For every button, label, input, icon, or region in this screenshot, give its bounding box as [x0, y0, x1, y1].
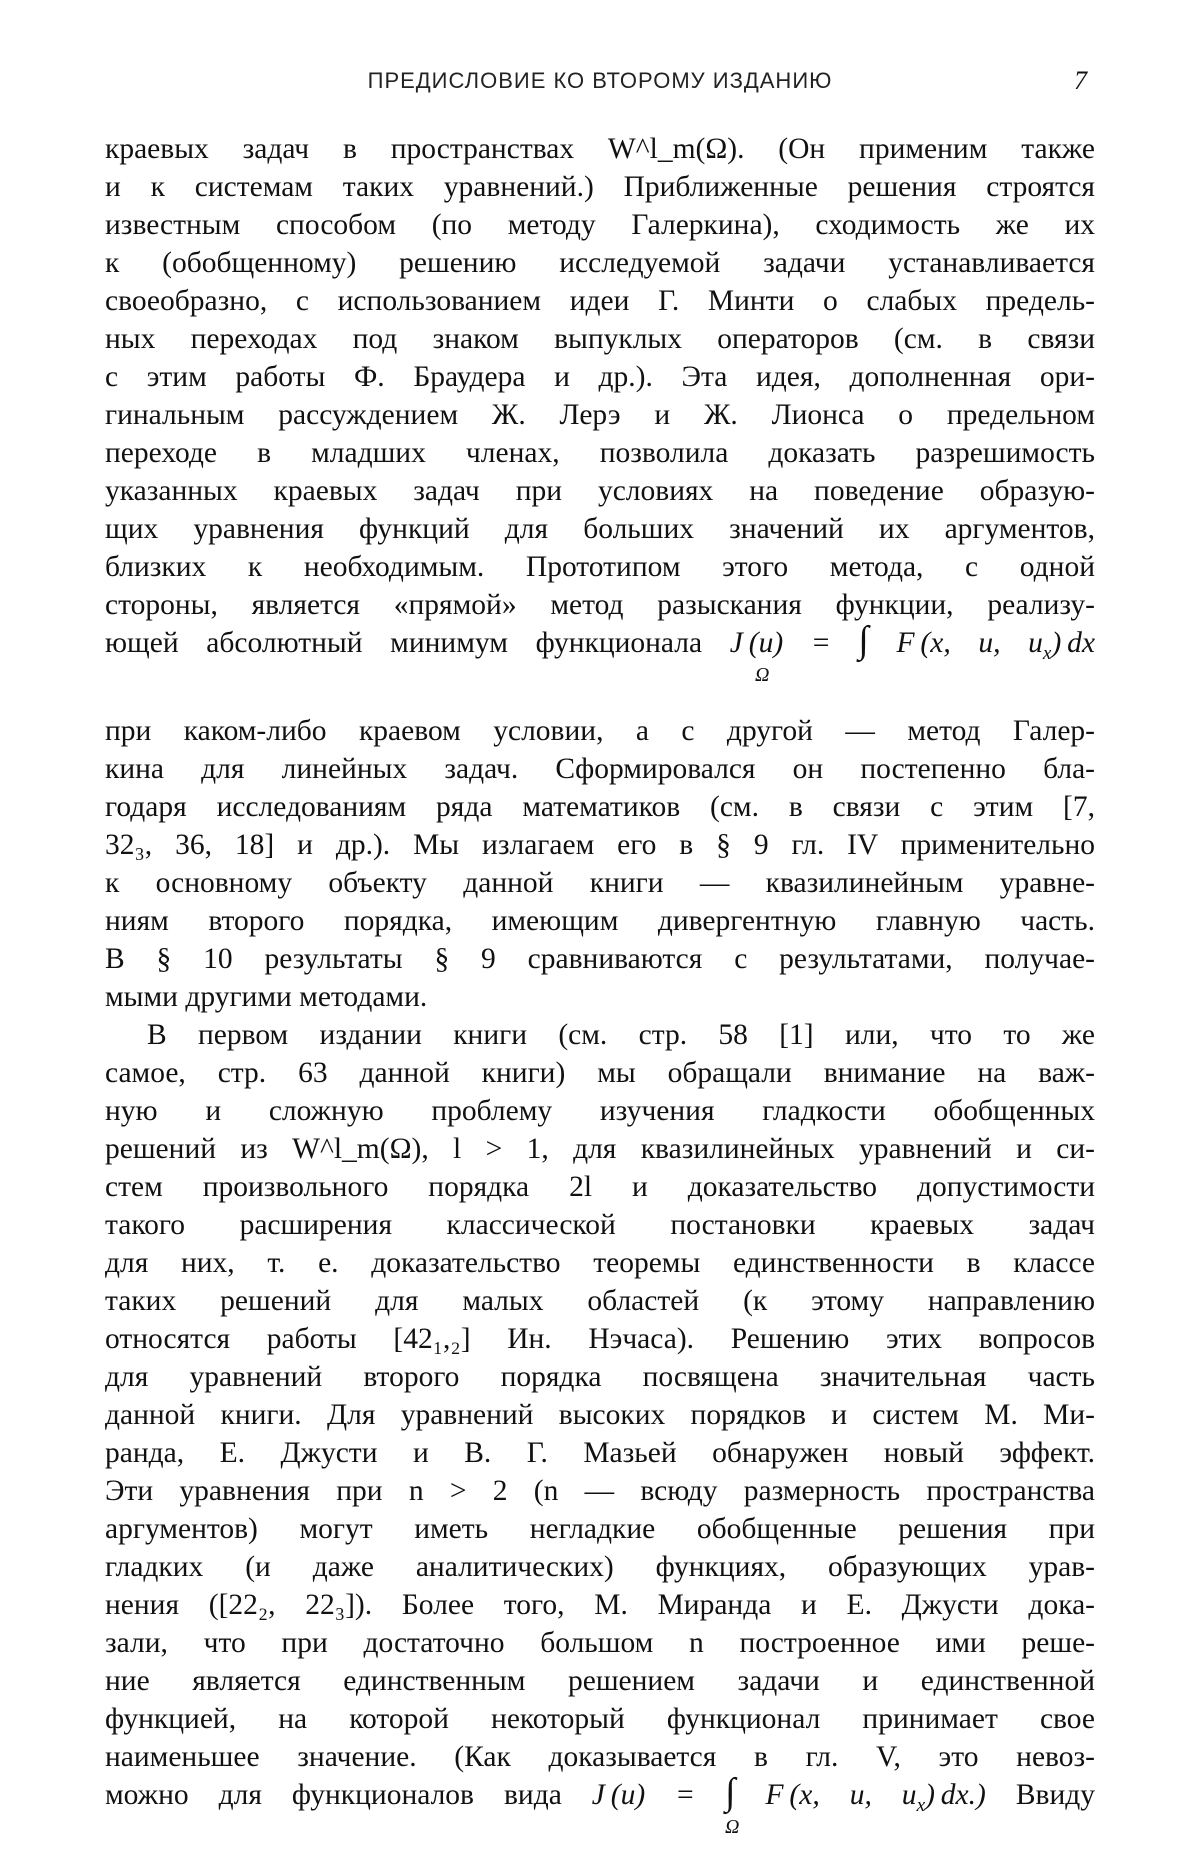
paragraph-continuation: [105, 130, 1095, 624]
text-line: годаря исследованиям ряда математиков (см. в связи с этим [7,: [105, 791, 1095, 823]
text-line: гладких (и даже аналитических) функциях, образующих урав-: [105, 1551, 1095, 1583]
paragraph-first-edition: [105, 1016, 1095, 1776]
text-line: для уравнений второго порядка посвящена значительная часть: [105, 1361, 1095, 1393]
text-line: относятся работы [42₁,₂] Ин. Нэчаса). Решению этих вопросов: [105, 1323, 1095, 1355]
text-line: указанных краевых задач при условиях на поведение образую-: [105, 475, 1095, 507]
text-line: данной книги. Для уравнений высоких порядков и систем М. Ми-: [105, 1399, 1095, 1431]
text-line: краевых задач в пространствах W^l_m(Ω). (Он применим также: [105, 133, 1095, 165]
text-line: ную и сложную проблему изучения гладкости обобщенных: [105, 1095, 1095, 1127]
integral-domain-2: [105, 1816, 1095, 1864]
text-line: ниям второго порядка, имеющим дивергентную главную часть.: [105, 905, 1095, 937]
text-line: с этим работы Ф. Браудера и др.). Эта идея, дополненная ори-: [105, 361, 1095, 393]
text-line: щих уравнения функций для больших значений их аргументов,: [105, 513, 1095, 545]
page-body: [105, 130, 1095, 1864]
text-line: ние является единственным решением задачи и единственной: [105, 1665, 1095, 1697]
formula-line: [105, 619, 1096, 686]
text-line: аргументов) могут иметь негладкие обобщенные решения при: [105, 1513, 1095, 1545]
text-line: мыми другими методами.: [105, 981, 428, 1013]
text-line: В § 10 результаты § 9 сравниваются с результатами, получае-: [105, 943, 1095, 975]
text-line: самое, стр. 63 данной книги) мы обращали внимание на важ-: [105, 1057, 1095, 1089]
integral-domain: [105, 664, 1095, 712]
text-line: ных переходах под знаком выпуклых операторов (см. в связи: [105, 323, 1095, 355]
formula-line-text: ющей абсолютный минимум функционала: [105, 627, 703, 659]
text-line: нения ([22₂, 22₃]). Более того, М. Миранда и Е. Джусти дока-: [105, 1589, 1095, 1621]
page-number: 7: [1074, 66, 1087, 95]
paragraph-galerkin: [105, 712, 1095, 1016]
text-line: решений из W^l_m(Ω), l > 1, для квазилинейных уравнений и си-: [105, 1133, 1095, 1165]
text-line: такого расширения классической постановки краевых задач: [105, 1209, 1095, 1241]
formula-line-2: [105, 1771, 1096, 1838]
text-line: стороны, является «прямой» метод разыскания функции, реализу-: [105, 589, 1095, 621]
page-header: [105, 60, 1095, 100]
text-line: к (обобщенному) решению исследуемой задачи устанавливается: [105, 247, 1095, 279]
running-head: ПРЕДИСЛОВИЕ КО ВТОРОМУ ИЗДАНИЮ: [367, 68, 833, 93]
integral-domain-label-2: Ω: [725, 1816, 740, 1838]
integral-domain-label: Ω: [755, 664, 770, 686]
text-line: ранда, Е. Джусти и В. Г. Мазьей обнаружен новый эффект.: [105, 1437, 1095, 1469]
text-line: наименьшее значение. (Как доказывается в гл. V, это невоз-: [105, 1741, 1095, 1773]
text-line: функцией, на которой некоторый функционал принимает свое: [105, 1703, 1095, 1735]
text-line: переходе в младших членах, позволила доказать разрешимость: [105, 437, 1095, 469]
text-line: гинальным рассуждением Ж. Лерэ и Ж. Лионса о предельном: [105, 399, 1095, 431]
text-line: и к системам таких уравнений.) Приближенные решения строятся: [105, 171, 1095, 203]
text-line: своеобразно, с использованием идеи Г. Минти о слабых предель-: [105, 285, 1095, 317]
text-line: таких решений для малых областей (к этому направлению: [105, 1285, 1095, 1317]
formula-line-2-after: Ввиду: [1015, 1779, 1096, 1811]
text-line: к основному объекту данной книги — квазилинейным уравне-: [105, 867, 1095, 899]
formula-line-2-text: можно для функционалов вида: [105, 1779, 562, 1811]
text-line: при каком-либо краевом условии, а с другой — метод Галер-: [105, 715, 1095, 747]
text-line: Эти уравнения при n > 2 (n — всюду размерность пространства: [105, 1475, 1095, 1507]
text-line: 32₃, 36, 18] и др.). Мы излагаем его в § 9 гл. IV применительно: [105, 829, 1095, 861]
functional-formula: J (u) = ∫ F (x, u, $u_x$) dx: [729, 619, 1096, 664]
text-line: близких к необходимым. Прототипом этого метода, с одной: [105, 551, 1095, 583]
text-line: для них, т. е. доказательство теоремы единственности в классе: [105, 1247, 1095, 1279]
text-line: известным способом (по методу Галеркина), сходимость же их: [105, 209, 1095, 241]
text-line: кина для линейных задач. Сформировался он постепенно бла-: [105, 753, 1095, 785]
text-line: В первом издании книги (см. стр. 58 [1] или, что то же: [147, 1019, 1095, 1051]
text-line: стем произвольного порядка 2l и доказательство допустимости: [105, 1171, 1095, 1203]
functional-formula-2: J (u) = ∫ F (x, u, $u_x$) dx.): [591, 1771, 986, 1816]
text-line: зали, что при достаточно большом n построенное ими реше-: [105, 1627, 1095, 1659]
